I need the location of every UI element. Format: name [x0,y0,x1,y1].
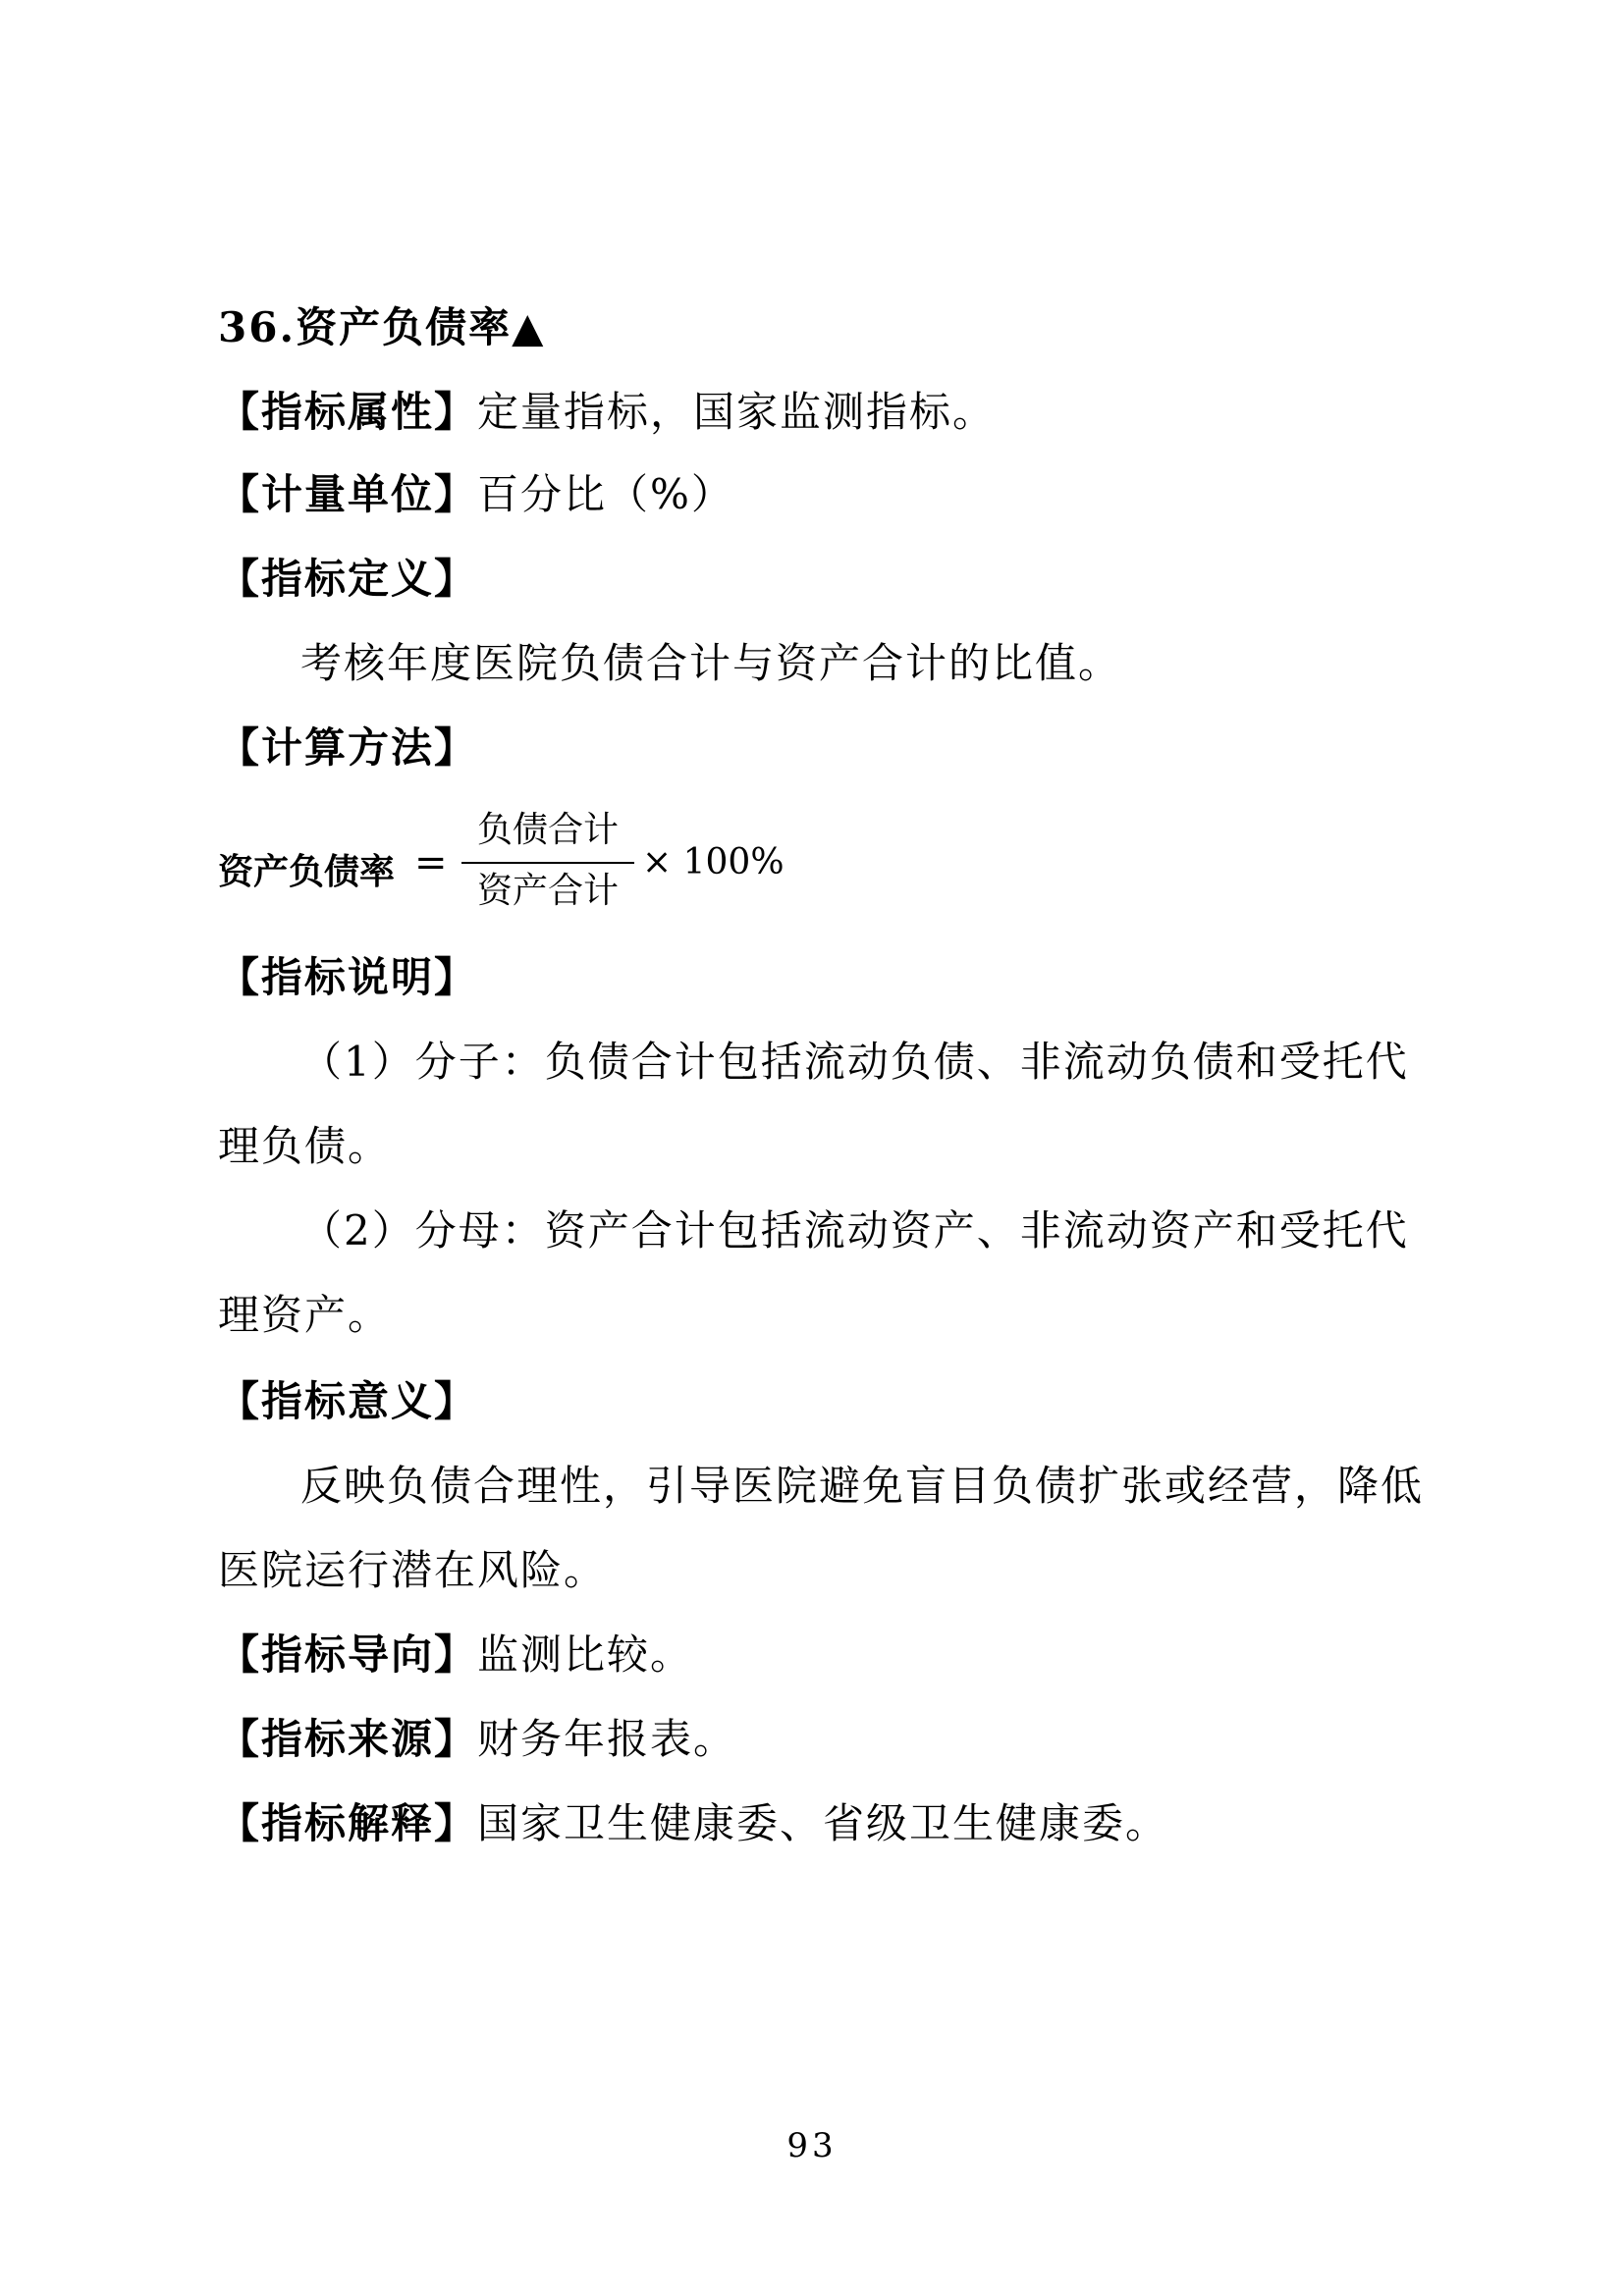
formula [218,807,1102,925]
definition-label: 【指标定义】 [218,555,478,603]
formula-rhs: × 100% [642,842,785,882]
explanation-row [218,950,1426,1005]
source-label: 【指标来源】 [218,1715,478,1763]
unit-label: 【计量单位】 [218,470,478,518]
attribute-row [218,385,1426,440]
formula-numerator: 负债合计 [476,810,619,850]
orientation-row [218,1628,1426,1682]
significance-row [218,1374,1426,1429]
explanation-item2-line2: 理资产。 [218,1291,392,1339]
source-row [218,1712,1426,1767]
definition-text: 考核年度医院负债合计与资产合计的比值。 [300,639,1122,687]
unit-row [218,467,1426,522]
definition-row [218,552,1426,607]
calculation-row [218,721,1426,775]
formula-fraction [461,807,634,925]
attribute-label: 【指标属性】 [218,388,478,436]
interpretation-label: 【指标解释】 [218,1799,478,1847]
interpretation-value: 国家卫生健康委、省级卫生健康委。 [477,1799,1169,1847]
page-number: 93 [786,2126,838,2165]
fraction-bar [461,862,634,864]
formula-lhs: 资产负债率 [218,852,396,892]
attribute-value: 定量指标，国家监测指标。 [477,388,997,436]
significance-label: 【指标意义】 [218,1377,478,1425]
explanation-label: 【指标说明】 [218,953,478,1001]
significance-line1: 反映负债合理性，引导医院避免盲目负债扩张或经营，降低 [300,1462,1425,1510]
explanation-item1-line2: 理负债。 [218,1122,392,1170]
source-value: 财务年报表。 [477,1715,737,1763]
orientation-label: 【指标导向】 [218,1630,478,1679]
significance-line2: 医院运行潜在风险。 [218,1546,608,1594]
explanation-item2-line1: （2）分母：资产合计包括流动资产、非流动资产和受托代 [300,1206,1409,1255]
formula-denominator: 资产合计 [476,871,619,911]
calculation-label: 【计算方法】 [218,723,478,772]
unit-value: 百分比（%） [477,470,734,518]
interpretation-row [218,1796,1426,1851]
section-title: 36.资产负债率▲ [218,303,546,351]
orientation-value: 监测比较。 [477,1630,694,1679]
formula-equals: = [414,840,448,885]
explanation-item1-line1: （1）分子：负债合计包括流动负债、非流动负债和受托代 [300,1038,1409,1086]
